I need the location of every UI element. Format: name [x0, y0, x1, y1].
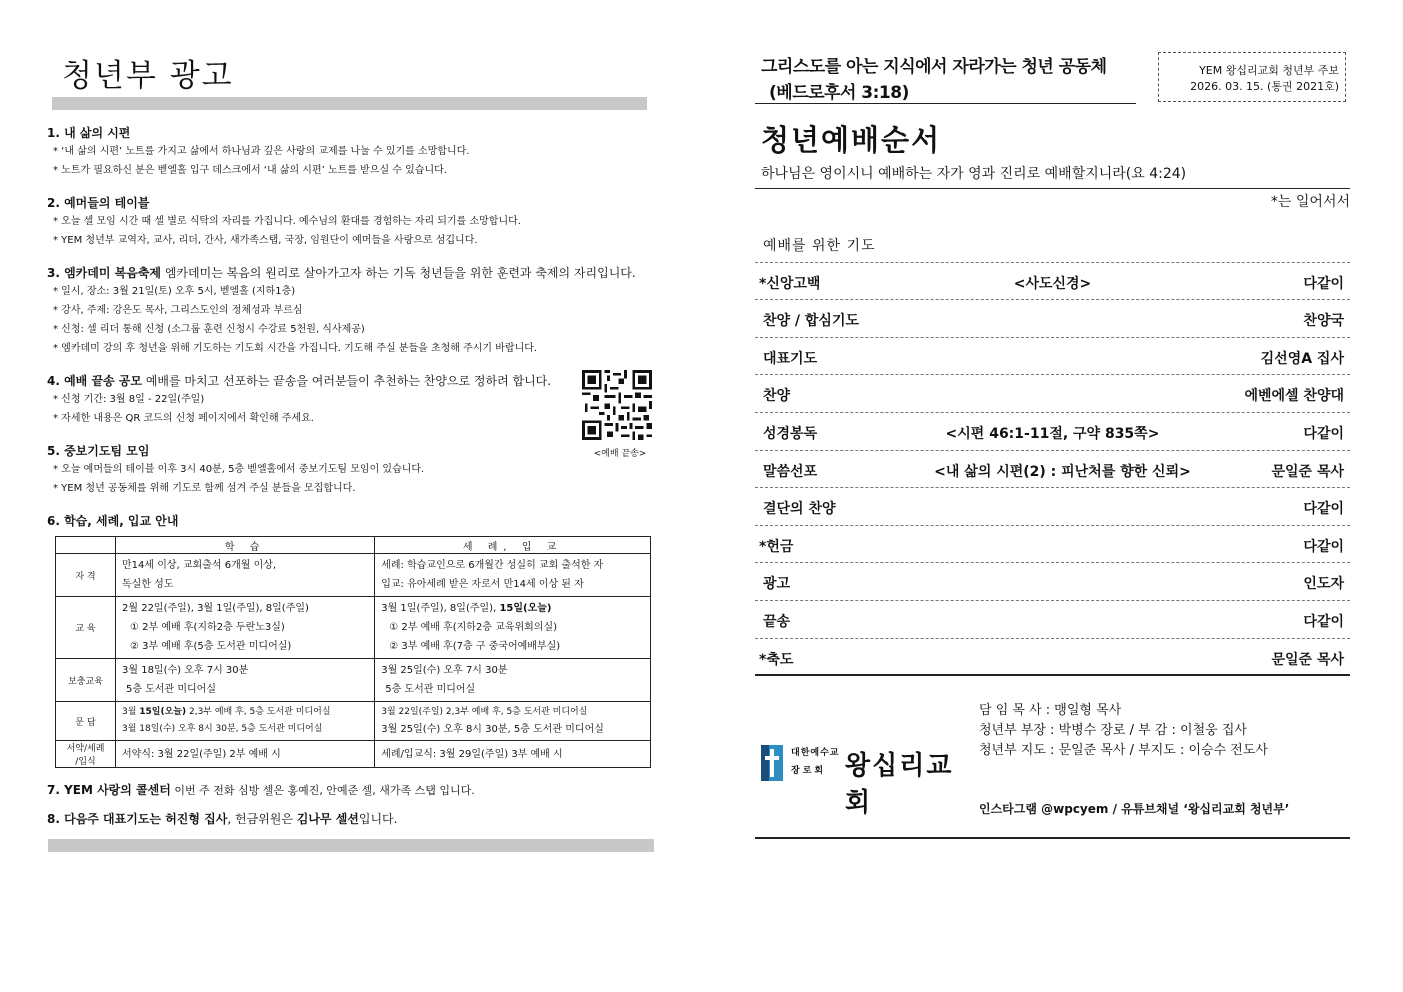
- section-3-bullet: * 신청: 셀 리더 통해 신청 (소그룹 훈련 신청시 수강료 5천원, 식사제공): [53, 324, 365, 335]
- order-row: [755, 601, 1350, 639]
- cell-line: 서약식: 3월 22일(주일) 2부 예배 시: [122, 748, 281, 760]
- section-5-bullet: * YEM 청년 공동체를 위해 기도로 함께 섬겨 주실 분들을 모집합니다.: [53, 483, 356, 494]
- order-leader: 문일준 목사: [1271, 463, 1344, 480]
- section-4-description: 예배를 마치고 선포하는 끝송을 여러분들이 추천하는 찬양으로 정하려 합니다.: [142, 374, 552, 388]
- table-cell: [375, 741, 651, 768]
- table-row: [56, 597, 651, 659]
- row-label-line: 서약/세례: [66, 744, 105, 754]
- order-label: 끝송: [763, 613, 791, 630]
- qr-caption: <예배 끝송>: [593, 449, 647, 459]
- order-row: [755, 488, 1350, 526]
- section-7: [47, 780, 656, 801]
- section-3-description: 엠카데미는 복음의 원리로 살아가고자 하는 기독 청년들을 위한 훈련과 축제의 자리입니다.: [161, 266, 636, 280]
- table-row: [56, 554, 651, 597]
- table-cell: [116, 597, 375, 659]
- cell-line: [122, 704, 368, 721]
- section-3: [47, 264, 656, 358]
- table-row: [56, 659, 651, 702]
- order-leader: 다같이: [1303, 538, 1344, 555]
- cell-line: 5층 도서관 미디어실: [385, 684, 476, 695]
- order-leader: 다같이: [1303, 613, 1344, 630]
- section-8-text: 입니다.: [358, 812, 398, 826]
- cell-line: 독실한 성도: [122, 579, 174, 590]
- order-label: *신앙고백: [759, 275, 821, 292]
- bottom-divider-bar: [48, 839, 654, 852]
- order-row: [755, 263, 1350, 301]
- motto-text: 그리스도를 아는 지식에서 자라가는 청년 공동체: [761, 57, 1107, 77]
- table-cell: [375, 702, 651, 741]
- section-8-text: 8. 다음주 대표기도는: [47, 812, 166, 826]
- section-3-bullet: * 일시, 장소: 3월 21일(토) 오후 5시, 벧엘홀 (지하1층): [53, 286, 296, 297]
- order-detail: <내 삶의 시편(2) : 피난처를 향한 신뢰>: [934, 463, 1191, 480]
- order-label: 대표기도: [763, 350, 818, 367]
- order-row: [755, 526, 1350, 564]
- order-leader: 찬양국: [1303, 313, 1344, 330]
- section-7-heading: 7. YEM 사랑의 콜센터: [47, 783, 171, 797]
- cell-text: 3월: [122, 707, 140, 717]
- order-row: [755, 225, 1350, 263]
- cell-line: ① 2부 예배 후(지하2층 두란노3실): [130, 622, 285, 633]
- table-row: [56, 702, 651, 741]
- order-row: [755, 563, 1350, 601]
- section-7-description: 이번 주 전화 심방 셀은 홍예진, 안예준 셀, 새가족 스탭 입니다.: [170, 784, 475, 797]
- section-4-bullet: * 자세한 내용은 QR 코드의 신청 페이지에서 확인해 주세요.: [53, 413, 314, 424]
- order-leader: 에벤에셀 찬양대: [1244, 388, 1344, 405]
- cell-line: 만14세 이상, 교회출석 6개월 이상,: [122, 560, 277, 571]
- issue-date: 2026. 03. 15. (통권 2021호): [1190, 80, 1339, 93]
- order-detail: <시편 46:1-11절, 구약 835쪽>: [945, 425, 1160, 442]
- order-leader: 다같이: [1303, 425, 1344, 442]
- table-cell: [116, 741, 375, 768]
- section-5: [47, 442, 656, 498]
- church-logo: [761, 743, 961, 818]
- section-2-bullet: * YEM 청년부 교역자, 교사, 리더, 간사, 새가족스탭, 국장, 임원단이 예머들을 사랑으로 섬깁니다.: [53, 235, 478, 246]
- cell-text-bold: 15일(오늘): [499, 603, 552, 614]
- order-row: [755, 639, 1350, 677]
- cell-text: 3월 1일(주일), 8일(주일),: [381, 603, 500, 614]
- order-label: *축도: [759, 651, 794, 668]
- section-6: [47, 512, 656, 768]
- order-row: [755, 300, 1350, 338]
- offering-cell-name: 김나무 셀션: [296, 812, 359, 826]
- next-prayer-name: 허진형 집사: [165, 812, 228, 826]
- cell-line: 3월 18일(수) 오후 7시 30분: [122, 665, 249, 676]
- order-leader: 문일준 목사: [1271, 651, 1344, 668]
- table-header: 학 습: [116, 537, 375, 554]
- announcements-page: [44, 50, 656, 852]
- cell-line: ① 2부 예배 후(지하2층 교육위회의실): [389, 622, 558, 633]
- staff-list: [979, 701, 1268, 761]
- cell-line: 3월 25일(수) 오후 7시 30분: [381, 665, 508, 676]
- staff-line: 청년부 부장 : 박병수 장로 / 부 감 : 이철웅 집사: [979, 723, 1247, 738]
- section-3-bullet: * 강사, 주제: 강은도 목사, 그리스도인의 정체성과 부르심: [53, 305, 303, 316]
- cross-icon: [761, 745, 783, 781]
- cell-line: 입교: 유아세례 받은 자로서 만14세 이상 된 자: [381, 579, 584, 590]
- order-label: 광고: [763, 576, 791, 593]
- staff-line: 청년부 지도 : 문일준 목사 / 부지도 : 이승수 전도사: [979, 743, 1268, 758]
- order-leader: 다같이: [1303, 501, 1344, 518]
- section-4-title: [47, 372, 656, 390]
- motto-underline: [755, 103, 1136, 104]
- row-label: 자 격: [56, 554, 116, 597]
- qr-code-icon[interactable]: [582, 370, 652, 440]
- table-corner-cell: [56, 537, 116, 554]
- logo-church-name: 왕십리교회: [845, 751, 954, 818]
- sns-info: 인스타그램 @wpcyem / 유튜브채널 ‘왕십리교회 청년부’: [979, 802, 1290, 816]
- section-3-heading: 3. 엠카데미 복음축제: [47, 266, 162, 280]
- sns-underline: [755, 837, 1350, 839]
- cell-text: 2,3부 예배 후, 5층 도서관 미디어실: [186, 707, 331, 717]
- top-divider-bar: [52, 97, 647, 110]
- order-label: 결단의 찬양: [763, 501, 836, 518]
- order-label: 성경봉독: [763, 425, 818, 442]
- cell-line: ② 3부 예배 후(5층 도서관 미디어실): [130, 641, 292, 652]
- order-label: 찬양 / 합심기도: [763, 313, 860, 330]
- section-8-text: , 헌금위원은: [227, 812, 297, 826]
- order-label: 말씀선포: [763, 463, 818, 480]
- row-label: 교 육: [56, 597, 116, 659]
- section-1-bullet: * 노트가 필요하신 분은 벧엘홀 입구 데스크에서 ‘내 삶의 시편’ 노트를 받으실 수 있습니다.: [53, 165, 447, 176]
- section-5-bullet: * 오늘 예머들의 테이블 이후 3시 40분, 5층 벧엘홀에서 중보기도팀 모임이 있습니다.: [53, 464, 425, 475]
- section-1-bullet: * ‘내 삶의 시편’ 노트를 가지고 삶에서 하나님과 깊은 사랑의 교제를 나눌 수 있기를 소망합니다.: [53, 146, 470, 157]
- table-cell: [375, 659, 651, 702]
- cell-line: 5층 도서관 미디어실: [126, 684, 216, 695]
- logo-presbyterian: 장로회: [791, 766, 827, 776]
- stand-note: *는 일어서서: [1270, 194, 1350, 210]
- order-label: 찬양: [763, 388, 791, 405]
- announcements-title: 청년부 광고: [62, 58, 234, 94]
- section-2-bullet: * 오늘 셀 모임 시간 때 셀 별로 식탁의 자리를 가집니다. 예수님의 환대를 경험하는 자리 되기를 소망합니다.: [53, 216, 521, 227]
- motto-reference: (베드로후서 3:18): [769, 83, 909, 103]
- order-label: *헌금: [759, 538, 794, 555]
- section-5-title: 5. 중보기도팀 모임: [47, 444, 150, 458]
- section-4-bullet: * 신청 기간: 3월 8일 - 22일(주일): [53, 394, 205, 405]
- row-label-line: /입식: [75, 757, 96, 767]
- table-cell: [375, 554, 651, 597]
- table-cell: [116, 659, 375, 702]
- verse-underline: [755, 188, 1350, 189]
- section-2: [47, 194, 656, 250]
- staff-line: 담 임 목 사 : 맹일형 목사: [979, 703, 1122, 718]
- order-row: [755, 451, 1350, 489]
- cell-line: 3월 25일(수) 오후 8시 30분, 5층 도서관 미디어실: [381, 724, 604, 735]
- table-header: 세 례, 입 교: [375, 537, 651, 554]
- section-6-title: 6. 학습, 세례, 입교 안내: [47, 514, 179, 528]
- logo-denomination: 대한예수교: [791, 748, 840, 758]
- cell-line: 2월 22일(주일), 3월 1일(주일), 8일(주일): [122, 603, 309, 614]
- order-row: [755, 375, 1350, 413]
- section-1-title: 1. 내 삶의 시편: [47, 126, 131, 140]
- section-3-title: [47, 264, 656, 282]
- issue-name: YEM 왕십리교회 청년부 주보: [1199, 64, 1339, 77]
- sacrament-table: [55, 536, 651, 768]
- order-leader: 인도자: [1303, 576, 1344, 593]
- order-leader: 김선영A 집사: [1260, 350, 1344, 367]
- section-3-bullet: * 엠카데미 강의 후 청년을 위해 기도하는 기도회 시간을 가집니다. 기도해 주실 분들을 초청해 주시기 바랍니다.: [53, 343, 538, 354]
- section-4-heading: 4. 예배 끝송 공모: [47, 374, 142, 388]
- row-label: [56, 741, 116, 768]
- motto: [761, 54, 1107, 106]
- order-detail: <사도신경>: [1013, 275, 1092, 292]
- order-leader: 다같이: [1303, 275, 1344, 292]
- order-row: [755, 413, 1350, 451]
- issue-info-box: [1158, 52, 1346, 102]
- cell-line: [381, 599, 644, 618]
- row-label: 보충교육: [56, 659, 116, 702]
- table-cell: [116, 554, 375, 597]
- order-title: 청년예배순서: [761, 123, 942, 157]
- order-row: [755, 338, 1350, 376]
- cell-text-bold: 15일(오늘): [139, 707, 187, 717]
- cell-line: 3월 22일(주일) 2,3부 예배 후, 5층 도서관 미디어실: [381, 707, 588, 717]
- section-8: [47, 809, 656, 829]
- verse: 하나님은 영이시니 예배하는 자가 영과 진리로 예배할지니라(요 4:24): [761, 166, 1187, 182]
- cell-line: 3월 18일(수) 오후 8시 30분, 5층 도서관 미디어실: [122, 724, 323, 734]
- cell-line: 세례: 학습교인으로 6개월간 성실히 교회 출석한 자: [381, 560, 604, 571]
- worship-order-list: [755, 225, 1350, 676]
- order-label: 예배를 위한 기도: [763, 238, 876, 254]
- row-label: 문 답: [56, 702, 116, 741]
- cell-line: 세례/입교식: 3월 29일(주일) 3부 예배 시: [381, 748, 563, 760]
- section-2-title: 2. 예머들의 테이블: [47, 196, 150, 210]
- table-cell: [116, 702, 375, 741]
- cell-line: ② 3부 예배 후(7층 구 중국어예배부실): [389, 641, 561, 652]
- section-1: [47, 124, 656, 180]
- table-row: [56, 741, 651, 768]
- table-cell: [375, 597, 651, 659]
- table-header-row: [56, 537, 651, 554]
